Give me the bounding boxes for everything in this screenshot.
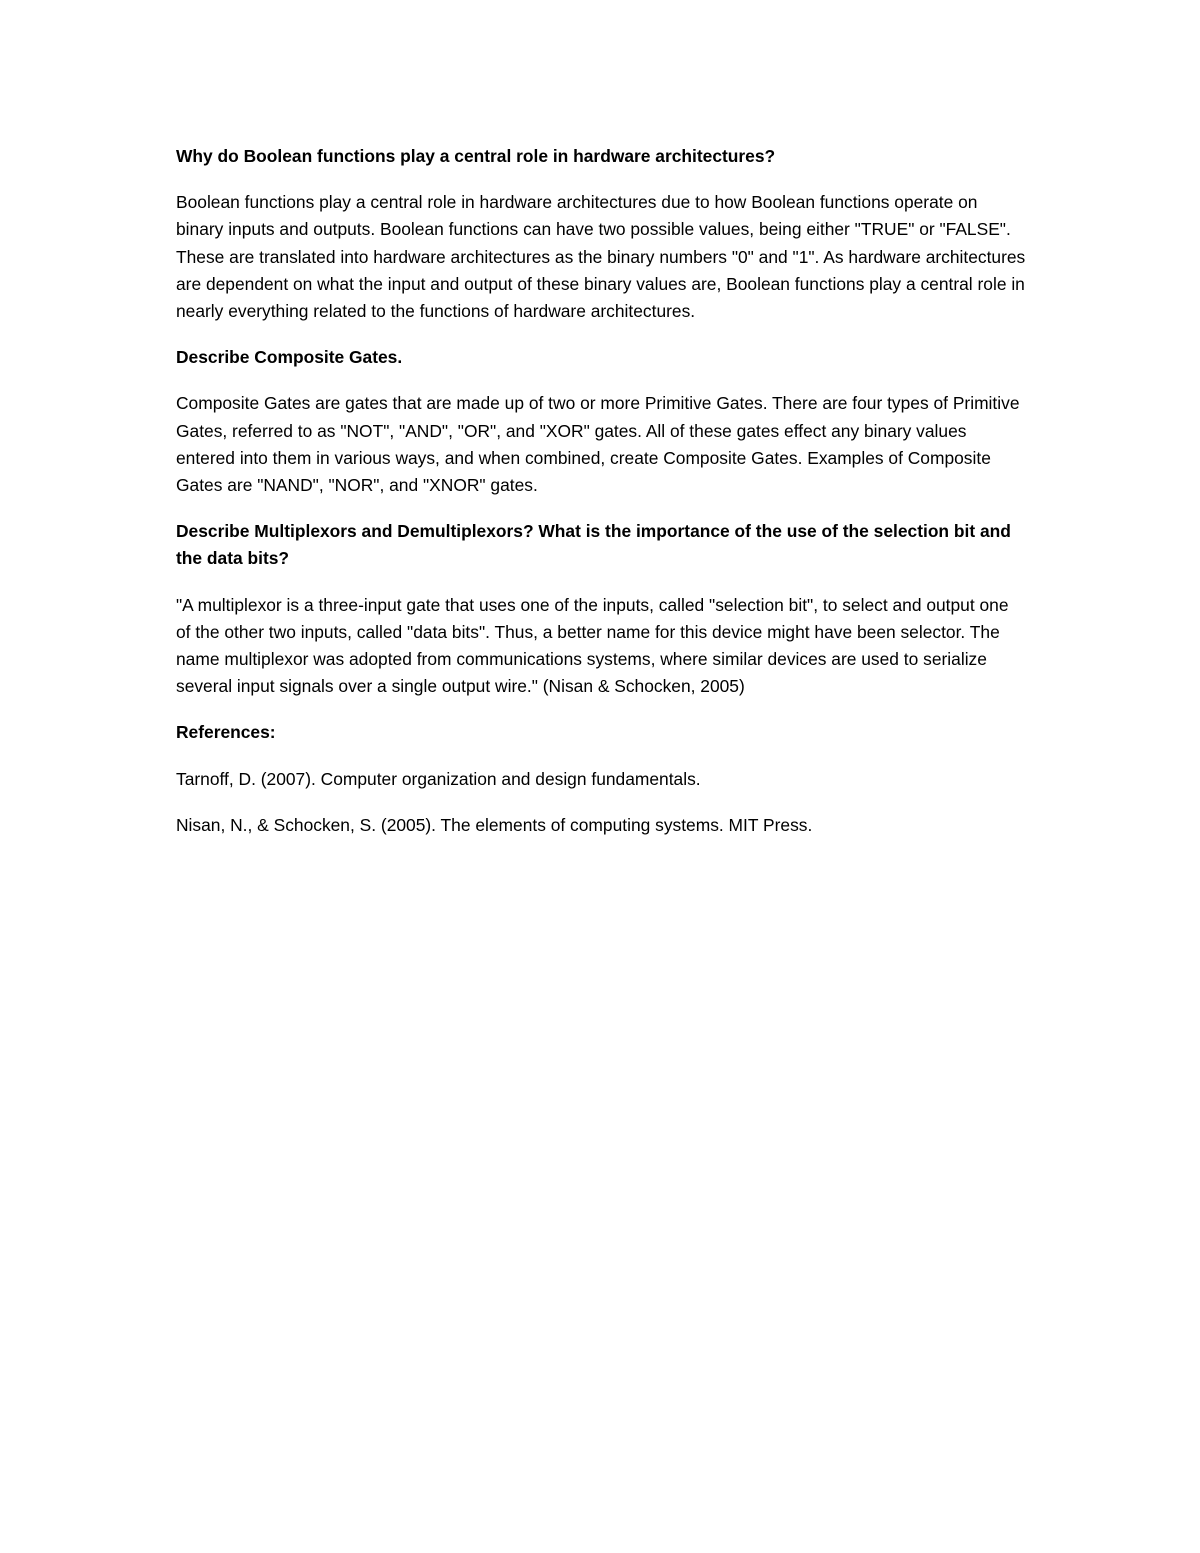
- answer-composite-gates: Composite Gates are gates that are made up of two or more Primitive Gates. There are four types of Primitive Gates, referred to as "NOT", "AND", "OR", and "XOR" gates. All of these gates effect any binary values entered into them in various ways, and when combined, create Composite Gates. Examples of Composite Gates are "NAND", "NOR", and "XNOR" gates.: [176, 393, 1020, 496]
- question-multiplexors: Describe Multiplexors and Demultiplexors? What is the importance of the use of the selection bit and the data bits?: [176, 521, 1011, 569]
- question-boolean-functions: Why do Boolean functions play a central role in hardware architectures?: [176, 146, 776, 166]
- question-composite-gates: Describe Composite Gates.: [176, 347, 403, 368]
- document-body: [176, 143, 1026, 858]
- answer-boolean-functions: Boolean functions play a central role in hardware architectures due to how Boolean functions operate on binary inputs and outputs. Boolean functions can have two possible values, being either "TRUE" or "FALSE". These are translated into hardware architectures as the binary numbers "0" and "1". As hardware architectures are dependent on what the input and output of these binary values are, Boolean functions play a central role in nearly everything related to the functions of hardware architectures.: [176, 192, 1026, 322]
- references-heading: References:: [176, 722, 276, 743]
- reference-item: Tarnoff, D. (2007). Computer organization and design fundamentals.: [176, 768, 701, 789]
- reference-item: Nisan, N., & Schocken, S. (2005). The elements of computing systems. MIT Press.: [176, 814, 813, 835]
- answer-multiplexors: "A multiplexor is a three-input gate that uses one of the inputs, called "selection bit", to select and output one of the other two inputs, called "data bits". Thus, a better name for this device might have been selector. The name multiplexor was adopted from communications systems, where similar devices are used to serialize several input signals over a single output wire." (Nisan & Schocken, 2005): [176, 594, 1009, 697]
